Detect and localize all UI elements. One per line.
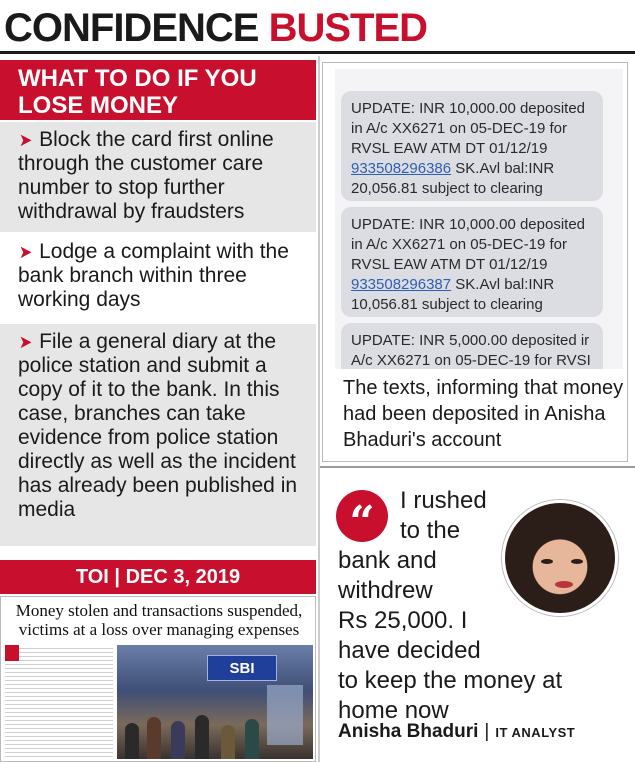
clipping-body-text: [5, 645, 113, 757]
bank-sign: SBI: [207, 655, 277, 681]
sms-line: 10,056.81 subject to clearing: [351, 296, 543, 313]
advice-title-line1: WHAT TO DO IF YOU: [18, 65, 257, 92]
sms-reference-link[interactable]: 933508296386: [351, 160, 452, 177]
advice-title-line2: LOSE MONEY: [18, 92, 179, 119]
tip-block-card: [0, 122, 316, 232]
quote-box: [322, 472, 635, 762]
sms-line: [351, 275, 595, 295]
sms-screenshot: [322, 62, 628, 462]
quote-line: bank and: [338, 547, 437, 574]
tip-lodge-complaint: [0, 234, 316, 322]
quote-line: to the: [400, 517, 461, 544]
clipping-headline: Money stolen and transactions suspended, victims at a loss over managing expenses: [15, 601, 303, 639]
quote-line: to keep the money at: [338, 667, 563, 694]
page-headline: [0, 0, 635, 54]
clipping-photo: [117, 645, 313, 759]
attribution-separator: |: [484, 721, 490, 742]
sms-line: UPDATE: INR 10,000.00 deposited: [351, 216, 586, 233]
portrait-eye: [541, 559, 553, 564]
sms-thread: [335, 69, 623, 369]
advice-column: [0, 56, 316, 762]
column-divider: [318, 56, 320, 762]
sms-line: 20,056.81 subject to clearing: [351, 180, 543, 197]
headline-word-busted: BUSTED: [268, 6, 428, 50]
sms-line: in A/c XX6271 on 05-DEC-19 for: [351, 120, 567, 137]
person-figure: [195, 715, 209, 759]
quote-line: home now: [338, 697, 449, 724]
clipping-label: TOI | DEC 3, 2019: [0, 560, 316, 594]
quotation-mark-icon: “: [336, 490, 388, 542]
arrow-bullet-icon: ➤: [18, 332, 33, 352]
quote-text: [338, 486, 563, 726]
portrait-lips: [555, 581, 573, 588]
tip-text: Block the card first online through the customer care number to stop further withdrawal by fraudsters: [18, 128, 274, 223]
sms-line: RVSL EAW ATM DT 01/12/19: [351, 140, 548, 157]
person-figure: [147, 717, 161, 759]
sms-bubble: [341, 323, 603, 369]
sms-line: RVSL EAW ATM DT 01/12/19: [351, 256, 548, 273]
headline-word-confidence: CONFIDENCE: [4, 6, 259, 50]
quote-line: withdrew: [338, 577, 433, 604]
sms-reference-link[interactable]: 933508296387: [351, 276, 452, 293]
speaker-role: IT ANALYST: [495, 725, 576, 740]
quote-line: have decided: [338, 637, 481, 664]
quote-attribution: [338, 720, 628, 745]
portrait-eye: [571, 559, 583, 564]
sms-bubble: [341, 207, 603, 317]
person-figure: [221, 725, 235, 759]
quote-line: Rs 25,000. I: [338, 607, 468, 634]
sms-line: in A/c XX6271 on 05-DEC-19 for: [351, 236, 567, 253]
crowd: [117, 713, 313, 759]
person-figure: [171, 721, 185, 759]
person-figure: [245, 719, 259, 759]
arrow-bullet-icon: ➤: [18, 130, 33, 150]
sms-line: UPDATE: INR 10,000.00 deposited: [351, 100, 586, 117]
newspaper-clipping: [0, 596, 316, 762]
sms-balance-label: SK.Avl bal:INR: [451, 160, 555, 177]
speaker-name: Anisha Bhaduri: [338, 721, 479, 742]
tip-text: File a general diary at the police station and submit a copy of it to the bank. In this case, branches can take evidence from police station directly as well as the incident has already been published in media: [18, 330, 298, 521]
person-figure: [125, 723, 139, 759]
advice-title: [0, 60, 316, 120]
tip-text: Lodge a complaint with the bank branch within three working days: [18, 240, 289, 311]
sms-line: UPDATE: INR 5,000.00 deposited ir: [351, 332, 590, 349]
sms-caption: The texts, informing that money had been deposited in Anisha Bhaduri's account: [343, 377, 624, 451]
sms-balance-label: SK.Avl bal:INR: [451, 276, 555, 293]
section-divider: [320, 466, 635, 468]
quote-line: I rushed: [400, 487, 487, 514]
arrow-bullet-icon: ➤: [18, 242, 33, 262]
sms-line: A/c XX6271 on 05-DEC-19 for RVSI: [351, 352, 591, 369]
speaker-portrait: [502, 500, 618, 616]
sms-line: [351, 159, 595, 179]
clipping-dropcap: [5, 645, 19, 661]
sms-bubble: [341, 91, 603, 201]
tip-general-diary: [0, 324, 316, 546]
